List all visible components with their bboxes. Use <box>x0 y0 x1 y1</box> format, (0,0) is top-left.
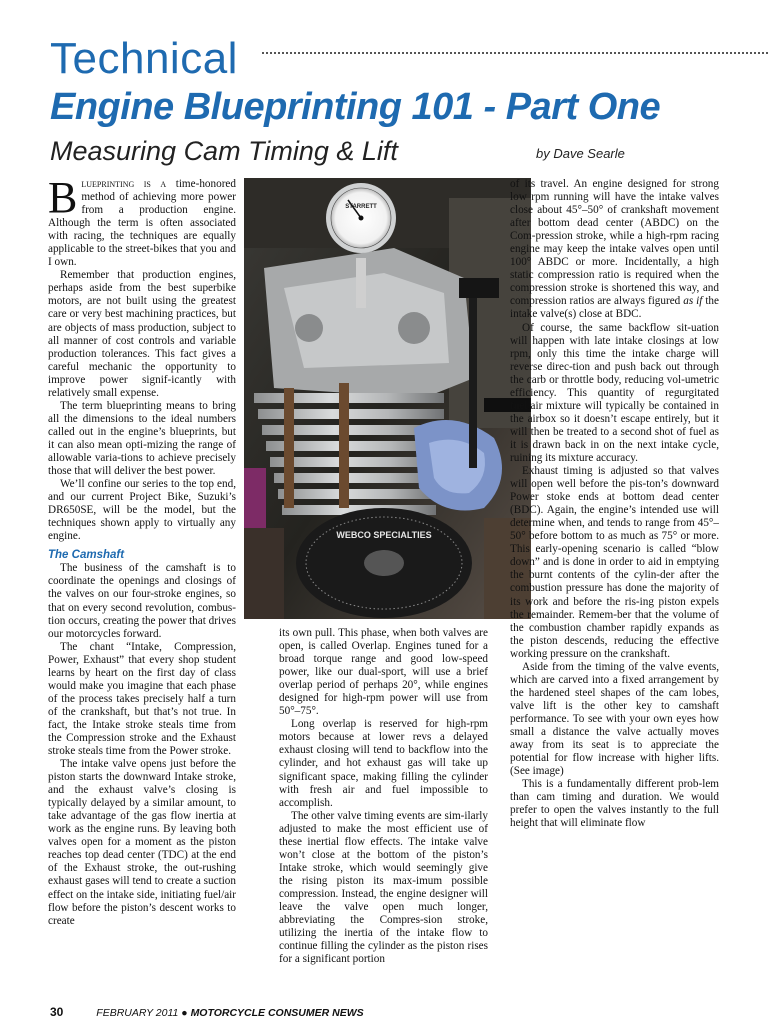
paragraph: This is a fundamentally different prob-lem than cam timing and duration. We would prefer to open the valves instantly to the full height that will eliminate flow <box>510 778 719 830</box>
paragraph <box>48 178 236 269</box>
issue-date: FEBRUARY 2011 <box>96 1007 179 1019</box>
paragraph: The other valve timing events are sim-ilarly adjusted to make the most efficient use of these inertial flow effects. The intake valve won’t close at the bottom of the piston’s Intake stroke, which would seemingly give the rising piston its max-imum possible compression. Instead, the engine designer will leave the valve open much longer, abbreviating the Compres-sion stroke, utilizing the inertia of the intake flow to continue filling the cylinder as the piston rises for a significant portion <box>279 809 488 966</box>
engine-photo-illustration <box>244 178 531 619</box>
paragraph: Remember that production engines, perhaps aside from the best superbike motors, are not built using the greatest care or very best machining practices, but are objects of mass production, subject to all manner of cost controls and variable production tolerances. This fact gives a careful mechanic the opportunity to improve power signif-icantly with relatively small expense. <box>48 269 236 399</box>
page-footer <box>50 1005 364 1019</box>
paragraph: Aside from the timing of the valve events, which are carved into a fixed arrangement by the hardened steel shapes of the cam lobes, valve lift is the other key to camshaft performance. To see with your own eyes how small a distance the valve actually moves away from its seat is to appreciate the potential for flow increase with higher lifts. (See image) <box>510 660 719 778</box>
dotted-rule <box>262 52 768 54</box>
paragraph: Exhaust timing is adjusted so that valves will open well before the pis-ton’s downward Power stoke ends at bottom dead center (BDC). Again, the engine’s intended use will determine when, and tends to range from 45°–50° before bottom to as much as 75° or more. This early-opening scenario is called “blow down” and is done in order to aid in emptying the burnt contents of the cylin-der after the combustion pressure has done the majority of its work and before the ris-ing piston expels the remainder. Remem-ber that the volume of the combustion chamber rapidly expands as the piston descends, reducing the effective working pressure on the crankshaft. <box>510 465 719 660</box>
paragraph: The term blueprinting means to bring all the dimensions to the ideal numbers called out in the engine’s blueprints, but it can also mean opti-mizing the range of allowable varia-tions to achieve precisely those that will deliver the best power. <box>48 399 236 478</box>
publication-name: MOTORCYCLE CONSUMER NEWS <box>190 1007 364 1019</box>
paragraph: its own pull. This phase, when both valves are open, is called Overlap. Engines tuned for a broad torque range and good low-speed power, like our dual-sport, will use a brief overlap period of perhaps 20°, while engines designed for high-rpm power will use from 50°–75°. <box>279 627 488 718</box>
paragraph <box>510 178 719 322</box>
paragraph-text: time-honored method of achieving more power from a production engine. Although the term is often associated with racing, the techniques are equally applicable to the street-bikes that you and I own. <box>48 178 236 269</box>
section-label: Technical <box>50 34 238 83</box>
drop-cap: B <box>48 178 78 222</box>
paragraph: The chant “Intake, Compression, Power, Exhaust” that every shop student learns by heart on the first day of class would make you imagine that each phase of the process takes precisely half a turn of the crankshaft, but that’s not true. In fact, the Intake stroke steals time from the Compression stroke and the Exhaust stroke steals time from the Power stroke. <box>48 640 236 758</box>
article-byline: by Dave Searle <box>536 146 625 161</box>
gauge-brand: STARRETT <box>345 204 377 210</box>
paragraph: Long overlap is reserved for high-rpm motors because at lower revs a delayed exhaust closing will tend to backflow into the cylinder, and hot exhaust gas will take up significant space, making filling the cylinder with fresh air and fuel impossible to accomplish. <box>279 718 488 809</box>
paragraph: The intake valve opens just before the piston starts the downward Intake stroke, and the exhaust valve’s closing is typically delayed by a similar amount, to take advantage of the gas flow inertia at work as the engine runs. By leaving both valves open for a moment as the piston reaches top dead center (TDC) at the end of the Exhaust stroke, the out-rushing exhaust gases will tend to create a suction effect on the intake side, initiating fuel/air flow before the piston’s descent works to create <box>48 758 236 927</box>
paragraph-text: of its travel. An engine designed for strong low rpm running will have the intake valves close about 45°–50° of crankshaft movement after bottom dead center (ABDC) on the Com-pression stroke, while a high-rpm racing engine may keep the intake valves open until 100° ABDC or more. Incidentally, a high static compression ratio is required when the compression stroke is shortened this way, and compression ratios are always figured <box>510 178 719 308</box>
text-column-right <box>510 178 719 990</box>
paragraph: The business of the camshaft is to coordinate the openings and closings of the valves on our four-stroke engines, so that on every second revolution, combus-tion occurs, creating the power that drives our motorcycles forward. <box>48 562 236 640</box>
paragraph-text: the intake valve(s) close at BDC. <box>510 295 719 321</box>
section-heading: The Camshaft <box>48 549 125 562</box>
page-number: 30 <box>50 1005 64 1019</box>
text-column-middle <box>279 627 488 990</box>
paragraph: Of course, the same backflow sit-uation will happen with late intake closings at low rpm, only this time the intake charge will reverse direc-tion and push back out through the carb or throttle body, reducing vol-umetric efficiency. This quantity of regurgitated fuel/air mixture will typically be contained in the airbox so it doesn’t escape entirely, but it will then be treated to a second shot of fuel as it is drawn back in on the next intake cycle, ruining its mixture accuracy. <box>510 321 719 464</box>
emphasis: as if <box>683 295 703 308</box>
bullet: ● <box>181 1007 188 1019</box>
paragraph: We’ll confine our series to the top end, and our current Project Bike, Suzuki’s DR650SE, will be the model, but the techniques shown apply to virtually any engine. <box>48 478 236 543</box>
engine-photo <box>244 178 531 619</box>
text-column-left <box>48 178 236 990</box>
article-title: Engine Blueprinting 101 - Part One <box>50 86 661 128</box>
lead-in: lueprinting is a <box>81 178 167 190</box>
article-subtitle: Measuring Cam Timing & Lift <box>50 136 398 166</box>
degree-wheel <box>296 508 472 618</box>
degree-wheel-label: WEBCO SPECIALTIES <box>336 530 432 540</box>
